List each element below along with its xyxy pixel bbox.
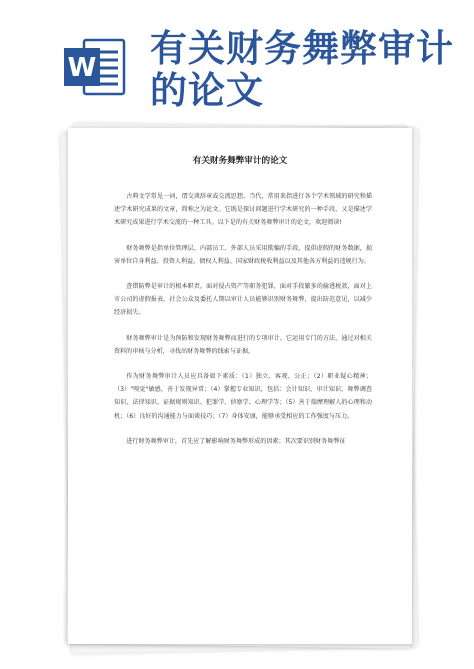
paragraph: 财务舞弊审计是为预防和发现财务舞弊而进行的专项审计。它运用专门的方法，通过对相关资料的审核与分析，寻找出财务舞弊的线索与证据。 xyxy=(114,334,372,355)
banner-title: 有关财务舞弊审计的论文 xyxy=(150,27,454,112)
paragraph: 查错防弊是审计的根本职责。面对侵占资产等职务犯罪，面对手段繁多的偷逃税款，面对上市公司的虚假报表，社会公众及委托人期以审计人员能够识别财务舞弊，提出防范意见，以减少经济损失。 xyxy=(114,283,372,317)
paragraph: 财务舞弊是指单位管理层、内部员工、外部人员采用欺骗的手段，提供虚假的财务数据，损害单位自身利益、投资人利益、债权人利益、国家财政税收利益以及其他各方利益的违规行为。 xyxy=(114,244,372,265)
paragraph: 古典文学常见一词，谓交谈辞章或交流思想。当代，常用来指进行各个学术领域的研究和描述学术研究成果的文章，简称之为论文。它既是探讨问题进行学术研究的一种手段，又是描述学术研究成果进行学术交流的一种工具。以下是的有关财务舞弊审计的论文，欢迎阅读! xyxy=(114,193,372,227)
document-title: 有关财务舞弊审计的论文 xyxy=(192,156,288,166)
document-body xyxy=(114,190,372,448)
paragraph: 作为财务舞弊审计人员应具备如下素质：（1）独立、客观、公正；（2）职业疑心精神；（3）"嗅觉"敏感，善于发现异常；（4）掌握专业知识，包括：会计知识、审计知识、舞弊调查知识、法律知识、证据规则知识、犯罪学、侦察学、心理学等；（5）善于揣摩理解人的心理和动机；（6）良好的沟通能力与面谈技巧；（7）身体安康，能够承受相应的工作强度与压力。 xyxy=(114,373,372,420)
logo-letter: W xyxy=(67,53,97,83)
document-page xyxy=(68,128,412,644)
banner xyxy=(0,0,474,110)
paragraph: 进行财务舞弊审计，首先应了解影响财务舞弊形成的因素；其次要识别财务舞弊征 xyxy=(126,437,346,445)
word-document-icon xyxy=(62,34,128,100)
